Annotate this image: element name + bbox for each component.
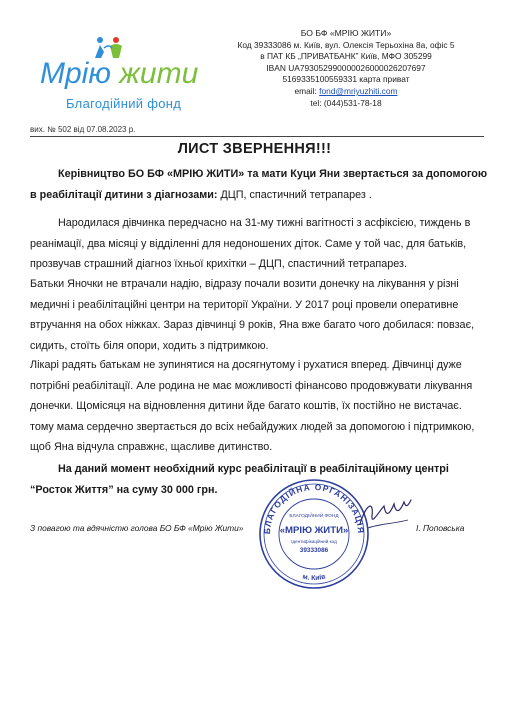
email-row <box>196 86 496 98</box>
paragraph-birth: Народилася дівчинка передчасно на 31-му тижні вагітності з асфіксією, тиждень в реанімації, два місяці у відділенні для недоношених діток. Саме у той час, для батьків, прозвучав страшний діагноз їхньої крихітки – ДЦП, спастичний тетрапарез. <box>30 217 471 270</box>
svg-text:м. Київ <box>302 573 327 582</box>
paragraph-intro <box>30 164 488 205</box>
org-bank: в ПАТ КБ „ПРИВАТБАНК” Київ, МФО 305299 <box>260 51 432 62</box>
logo-name: Мрію жити <box>40 57 199 90</box>
org-name: БО БФ «МРІЮ ЖИТИ» <box>300 28 392 38</box>
foundation-logo <box>26 36 199 116</box>
intro-bold: Керівництво БО БФ «МРІЮ ЖИТИ» та мати Куци Яни звертається за допомогою в реабілітації дитини з діагнозами: <box>30 168 488 201</box>
letterhead-requisites <box>196 28 496 109</box>
outgoing-reference: вих. № 502 від 07.08.2023 р. <box>30 125 136 134</box>
stamp-city: м. Київ <box>301 573 327 583</box>
stamp-outer-text: БЛАГОДІЙНА ОРГАНІЗАЦІЯ <box>261 481 367 535</box>
logo-subtitle: Благодійний фонд <box>66 96 182 111</box>
stamp-code-label: Ідентифікаційний код <box>291 539 337 544</box>
org-iban: IBAN UA793052990000026000026207697 <box>266 62 426 73</box>
header-divider <box>30 136 484 137</box>
phone-row <box>196 98 496 110</box>
stamp-inner-top: БЛАГОДІЙНИЙ ФОНД <box>289 514 339 519</box>
handwritten-signature <box>356 494 414 534</box>
paragraph-amount: На даний момент необхідний курс реабілітації в реабілітаційному центрі “Росток Життя” на суму 30 000 грн. <box>30 463 449 496</box>
paragraph-treatment: Батьки Яночки не втрачали надію, відразу почали возити донечку на лікування у різні медичні і реабілітаційні центри на території України. У 2017 році провели оперативне втручання на обох ніжках. Зараз дівчинці 9 років, Яна вже багато чого добилася: повзає, сидить, стоїть біля опори, ходить з підтримкою. <box>30 278 475 352</box>
stamp-center: «МРІЮ ЖИТИ» <box>279 525 349 536</box>
letter-title: ЛИСТ ЗВЕРНЕННЯ!!! <box>177 141 332 157</box>
email-label: email: <box>294 85 317 96</box>
org-address: Код 39333086 м. Київ, вул. Олексія Терьохіна 8а, офіс 5 <box>237 39 455 50</box>
intro-diagnosis: ДЦП, спастичний тетрапарез . <box>217 188 372 201</box>
email-link[interactable]: fond@mriyuzhiti.com <box>319 85 398 96</box>
organization-stamp <box>258 478 370 590</box>
stamp-code: 39333086 <box>299 547 329 554</box>
signer-name: І. Поповська <box>416 523 465 533</box>
phone-number: (044)531-78-18 <box>323 97 382 108</box>
phone-label: tel: <box>310 97 322 108</box>
paragraph-request: Лікарі радять батькам не зупинятися на досягнутому і рухатися вперед. Дівчинці дуже потрібні реабілітації. Але родина не має можливості фінансово продовжувати лікування донечки. Щомісяця на відновлення дитини йде багато коштів, їх постійно не вистачає. тому мама сердечно звертається до всіх небайдужих людей за допомогою і підтримкою, щоб Яна відчула справжнє, щасливе дитинство. <box>30 359 475 453</box>
signoff-text: З повагою та вдячністю голова БО БФ «Мрію Жити» <box>30 523 244 533</box>
org-card: 5169335100559331 карта приват <box>282 74 410 85</box>
